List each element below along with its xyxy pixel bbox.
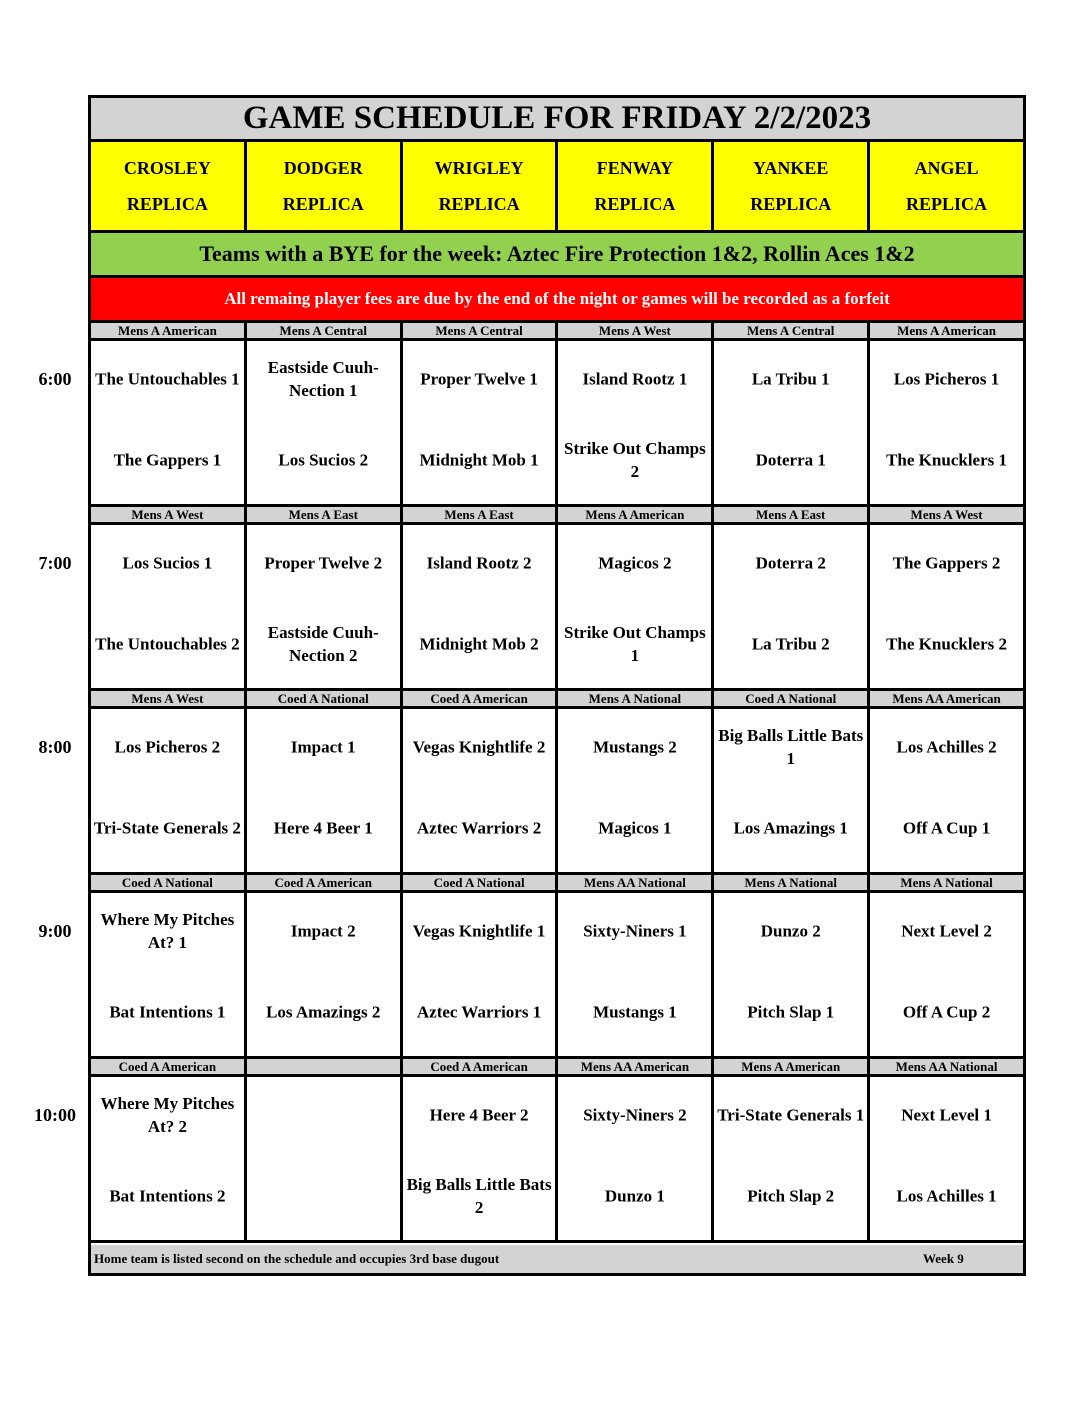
- game-cell: [558, 709, 714, 875]
- fee-notice: All remaing player fees are due by the end of the night or games will be recorded as a forfeit: [91, 278, 1023, 323]
- game-cell: [403, 893, 559, 1059]
- division-row: [91, 1059, 1023, 1077]
- time-label: 7:00: [38, 553, 72, 573]
- field-yankee: [714, 142, 870, 230]
- game-cell: [403, 709, 559, 875]
- division-label: Mens A American: [558, 507, 714, 525]
- home-team: The Knucklers 2: [886, 634, 1007, 654]
- game-cell: [403, 1077, 559, 1243]
- away-team: Los Achilles 2: [896, 737, 997, 757]
- time-slot: [91, 507, 1023, 691]
- home-team: Magicos 1: [598, 818, 672, 838]
- field-name: DODGER: [283, 157, 363, 178]
- away-team: Next Level 1: [901, 1105, 992, 1125]
- game-cell: [247, 341, 403, 507]
- away-team: Sixty-Niners 1: [583, 921, 687, 941]
- division-label: Coed A American: [91, 1059, 247, 1077]
- division-label: Mens A Central: [714, 323, 870, 341]
- footer-note: Home team is listed second on the schedule and occupies 3rd base dugout: [94, 1251, 500, 1266]
- away-team: Los Picheros 2: [114, 737, 221, 757]
- home-team: Los Amazings 1: [733, 818, 848, 838]
- away-team: Impact 1: [290, 737, 356, 757]
- division-row: [91, 691, 1023, 709]
- game-cell: [558, 341, 714, 507]
- division-label: Mens AA American: [870, 691, 1023, 709]
- time-slot: [91, 875, 1023, 1059]
- time-label: 10:00: [34, 1105, 76, 1125]
- home-team: Los Achilles 1: [896, 1186, 997, 1206]
- game-cell: [91, 1077, 247, 1243]
- division-label: Coed A National: [247, 691, 403, 709]
- division-label: Mens A Central: [247, 323, 403, 341]
- home-team: Pitch Slap 2: [747, 1186, 835, 1206]
- field-name: YANKEE: [753, 157, 829, 178]
- away-team: Impact 2: [290, 921, 356, 941]
- division-label: Mens A American: [870, 323, 1023, 341]
- field-sub: REPLICA: [594, 193, 676, 214]
- field-dodger: [247, 142, 403, 230]
- division-label: Coed A National: [714, 691, 870, 709]
- home-team: Aztec Warriors 1: [416, 1002, 542, 1022]
- field-sub: REPLICA: [750, 193, 832, 214]
- game-cell: [247, 709, 403, 875]
- game-cell: [714, 709, 870, 875]
- game-row: [91, 709, 1023, 875]
- home-team: Bat Intentions 1: [109, 1002, 226, 1022]
- home-team: Tri-State Generals 2: [93, 818, 241, 838]
- home-team: Here 4 Beer 1: [273, 818, 373, 838]
- field-name: ANGEL: [914, 157, 979, 178]
- division-label: Mens A American: [714, 1059, 870, 1077]
- game-cell: [870, 709, 1023, 875]
- away-team: Vegas Knightlife 1: [412, 921, 546, 941]
- division-row: [91, 507, 1023, 525]
- division-label: Mens AA National: [558, 875, 714, 893]
- field-angel: [870, 142, 1023, 230]
- time-label: 8:00: [38, 737, 72, 757]
- game-row: [91, 341, 1023, 507]
- home-team: Eastside Cuuh-Nection 2: [267, 623, 379, 665]
- field-name: WRIGLEY: [434, 157, 524, 178]
- home-team: Midnight Mob 2: [419, 634, 539, 654]
- division-label: Mens A National: [714, 875, 870, 893]
- game-row: [91, 1077, 1023, 1243]
- week-label: Week 9: [923, 1251, 964, 1266]
- field-crosley: [91, 142, 247, 230]
- away-team: Eastside Cuuh-Nection 1: [267, 358, 379, 400]
- field-sub: REPLICA: [438, 193, 520, 214]
- away-team: La Tribu 1: [751, 369, 830, 389]
- time-slot: [91, 691, 1023, 875]
- field-fenway: [558, 142, 714, 230]
- home-team: Strike Out Champs 1: [564, 623, 706, 665]
- time-label: 6:00: [38, 369, 72, 389]
- away-team: Los Sucios 1: [122, 553, 213, 573]
- away-team: The Gappers 2: [892, 553, 1001, 573]
- away-team: Proper Twelve 2: [264, 553, 383, 573]
- division-row: [91, 875, 1023, 893]
- home-team: Off A Cup 1: [902, 818, 991, 838]
- home-team: Strike Out Champs 2: [564, 439, 706, 481]
- bye-notice: Teams with a BYE for the week: Aztec Fire Protection 1&2, Rollin Aces 1&2: [91, 233, 1023, 278]
- home-team: La Tribu 2: [751, 634, 830, 654]
- away-team: Proper Twelve 1: [420, 369, 538, 389]
- home-team: The Untouchables 2: [95, 634, 240, 654]
- division-label: Mens A Central: [403, 323, 559, 341]
- game-cell: [714, 525, 870, 691]
- home-team: Bat Intentions 2: [109, 1186, 226, 1206]
- home-team: Pitch Slap 1: [747, 1002, 835, 1022]
- division-label: Mens AA American: [558, 1059, 714, 1077]
- game-cell: [714, 1077, 870, 1243]
- away-team: Sixty-Niners 2: [583, 1105, 687, 1125]
- field-sub: REPLICA: [282, 193, 364, 214]
- away-team: Island Rootz 1: [582, 369, 688, 389]
- division-label: Coed A American: [403, 691, 559, 709]
- division-label: Mens A East: [403, 507, 559, 525]
- game-cell: [870, 341, 1023, 507]
- game-cell: [558, 525, 714, 691]
- away-team: Vegas Knightlife 2: [412, 737, 546, 757]
- footer-bar: [91, 1245, 1023, 1273]
- game-cell: [91, 709, 247, 875]
- game-cell: [558, 1077, 714, 1243]
- away-team: Island Rootz 2: [426, 553, 532, 573]
- field-sub: REPLICA: [906, 193, 988, 214]
- division-label: Mens A American: [91, 323, 247, 341]
- away-team: Big Balls Little Bats 1: [718, 726, 864, 768]
- home-team: The Gappers 1: [113, 450, 222, 470]
- away-team: Mustangs 2: [593, 737, 677, 757]
- game-cell: [91, 893, 247, 1059]
- home-team: Big Balls Little Bats 2: [406, 1175, 552, 1217]
- away-team: Los Picheros 1: [893, 369, 1000, 389]
- field-name: FENWAY: [596, 157, 674, 178]
- home-team: Dunzo 1: [604, 1186, 665, 1206]
- division-label: Mens A West: [558, 323, 714, 341]
- home-team: Mustangs 1: [593, 1002, 677, 1022]
- division-label: Mens A National: [870, 875, 1023, 893]
- division-label: [247, 1059, 403, 1077]
- field-name: CROSLEY: [123, 157, 211, 178]
- away-team: Where My Pitches At? 1: [100, 910, 235, 952]
- game-row: [91, 525, 1023, 691]
- field-header-row: [91, 142, 1023, 233]
- game-cell: [714, 893, 870, 1059]
- division-row: [91, 323, 1023, 341]
- home-team: Doterra 1: [755, 450, 826, 470]
- away-team: Dunzo 2: [760, 921, 821, 941]
- home-team: Midnight Mob 1: [419, 450, 539, 470]
- game-cell: [870, 525, 1023, 691]
- division-label: Coed A American: [247, 875, 403, 893]
- division-label: Mens A West: [91, 691, 247, 709]
- field-sub: REPLICA: [126, 193, 208, 214]
- time-label: 9:00: [38, 921, 72, 941]
- page-title: GAME SCHEDULE FOR FRIDAY 2/2/2023: [91, 98, 1023, 142]
- division-label: Mens A West: [91, 507, 247, 525]
- division-label: Mens A National: [558, 691, 714, 709]
- field-wrigley: [403, 142, 559, 230]
- away-team: Doterra 2: [755, 553, 826, 573]
- game-cell: [714, 341, 870, 507]
- schedule-sheet: [88, 95, 1026, 1276]
- game-cell: [870, 1077, 1023, 1243]
- home-team: Los Amazings 2: [266, 1002, 381, 1022]
- away-team: The Untouchables 1: [95, 369, 240, 389]
- game-row: [91, 893, 1023, 1059]
- away-team: Tri-State Generals 1: [717, 1105, 865, 1125]
- division-label: Mens A East: [714, 507, 870, 525]
- game-cell: [247, 893, 403, 1059]
- division-label: Mens A West: [870, 507, 1023, 525]
- game-cell: [247, 525, 403, 691]
- time-slot: [91, 323, 1023, 507]
- division-label: Coed A National: [91, 875, 247, 893]
- game-cell: [558, 893, 714, 1059]
- away-team: Where My Pitches At? 2: [100, 1094, 235, 1136]
- division-label: Mens A East: [247, 507, 403, 525]
- game-cell: [403, 341, 559, 507]
- game-cell: [91, 341, 247, 507]
- division-label: Mens AA National: [870, 1059, 1023, 1077]
- away-team: Next Level 2: [901, 921, 992, 941]
- home-team: The Knucklers 1: [886, 450, 1007, 470]
- division-label: Coed A National: [403, 875, 559, 893]
- time-slot: [91, 1059, 1023, 1243]
- division-label: Coed A American: [403, 1059, 559, 1077]
- game-cell: [247, 1077, 403, 1243]
- home-team: Los Sucios 2: [278, 450, 369, 470]
- game-cell: [403, 525, 559, 691]
- home-team: Off A Cup 2: [902, 1002, 991, 1022]
- home-team: Aztec Warriors 2: [416, 818, 542, 838]
- game-cell: [870, 893, 1023, 1059]
- away-team: Here 4 Beer 2: [429, 1105, 529, 1125]
- away-team: Magicos 2: [598, 553, 672, 573]
- game-cell: [91, 525, 247, 691]
